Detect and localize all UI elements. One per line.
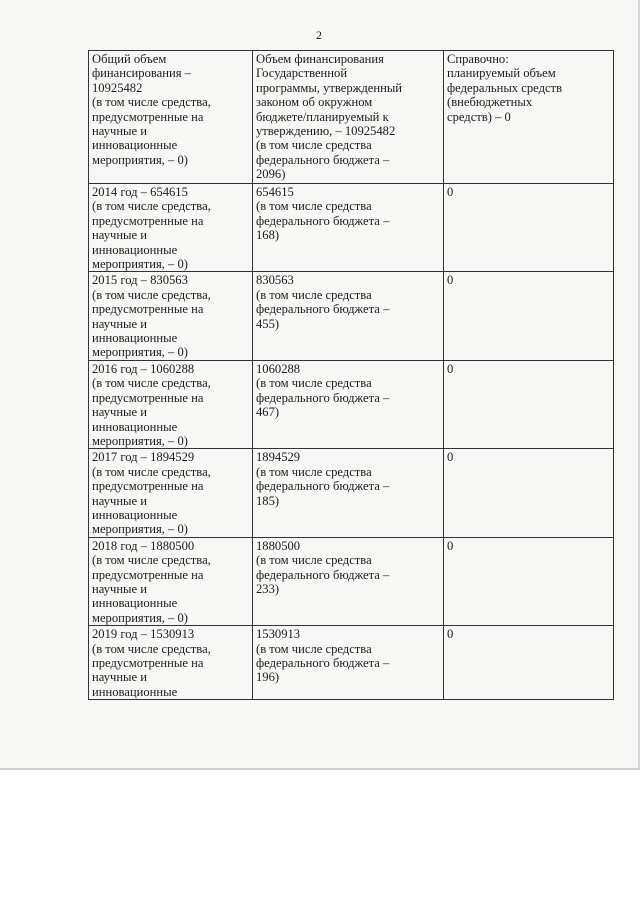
year-total-cell: 2019 год – 1530913 (в том числе средства, предусмотренные на научные и инновационные <box>89 626 253 700</box>
year-program-cell: 1880500 (в том числе средства федерального бюджета – 233) <box>253 537 444 625</box>
year-reference-cell: 0 <box>444 272 614 360</box>
year-program-cell: 654615 (в том числе средства федерального бюджета – 168) <box>253 184 444 272</box>
header-cell-program-financing: Объем финансирования Государственной программы, утвержденный законом об окружном бюджете/планируемый к утверждению, – 10925482 (в том числе средства федерального бюджета – 2096) <box>253 51 444 184</box>
table-row <box>89 537 614 625</box>
year-program-cell: 1060288 (в том числе средства федерального бюджета – 467) <box>253 360 444 448</box>
financing-table <box>88 50 614 700</box>
year-reference-cell: 0 <box>444 184 614 272</box>
table-row <box>89 184 614 272</box>
year-total-cell: 2014 год – 654615 (в том числе средства, предусмотренные на научные и инновационные мероприятия, – 0) <box>89 184 253 272</box>
year-reference-cell: 0 <box>444 537 614 625</box>
year-reference-cell: 0 <box>444 449 614 537</box>
table-row <box>89 626 614 700</box>
year-total-cell: 2017 год – 1894529 (в том числе средства, предусмотренные на научные и инновационные мероприятия, – 0) <box>89 449 253 537</box>
year-reference-cell: 0 <box>444 360 614 448</box>
year-total-cell: 2018 год – 1880500 (в том числе средства, предусмотренные на научные и инновационные мероприятия, – 0) <box>89 537 253 625</box>
table-row <box>89 272 614 360</box>
header-cell-reference-federal: Справочно: планируемый объем федеральных средств (внебюджетных средств) – 0 <box>444 51 614 184</box>
year-reference-cell: 0 <box>444 626 614 700</box>
year-total-cell: 2016 год – 1060288 (в том числе средства, предусмотренные на научные и инновационные мероприятия, – 0) <box>89 360 253 448</box>
table-row <box>89 360 614 448</box>
year-program-cell: 1894529 (в том числе средства федерального бюджета – 185) <box>253 449 444 537</box>
year-total-cell: 2015 год – 830563 (в том числе средства, предусмотренные на научные и инновационные мероприятия, – 0) <box>89 272 253 360</box>
page-number: 2 <box>316 28 322 42</box>
year-program-cell: 830563 (в том числе средства федерального бюджета – 455) <box>253 272 444 360</box>
table-row <box>89 449 614 537</box>
year-program-cell: 1530913 (в том числе средства федерального бюджета – 196) <box>253 626 444 700</box>
table-header-row <box>89 51 614 184</box>
header-cell-total-financing: Общий объем финансирования – 10925482 (в том числе средства, предусмотренные на научные и инновационные мероприятия, – 0) <box>89 51 253 184</box>
